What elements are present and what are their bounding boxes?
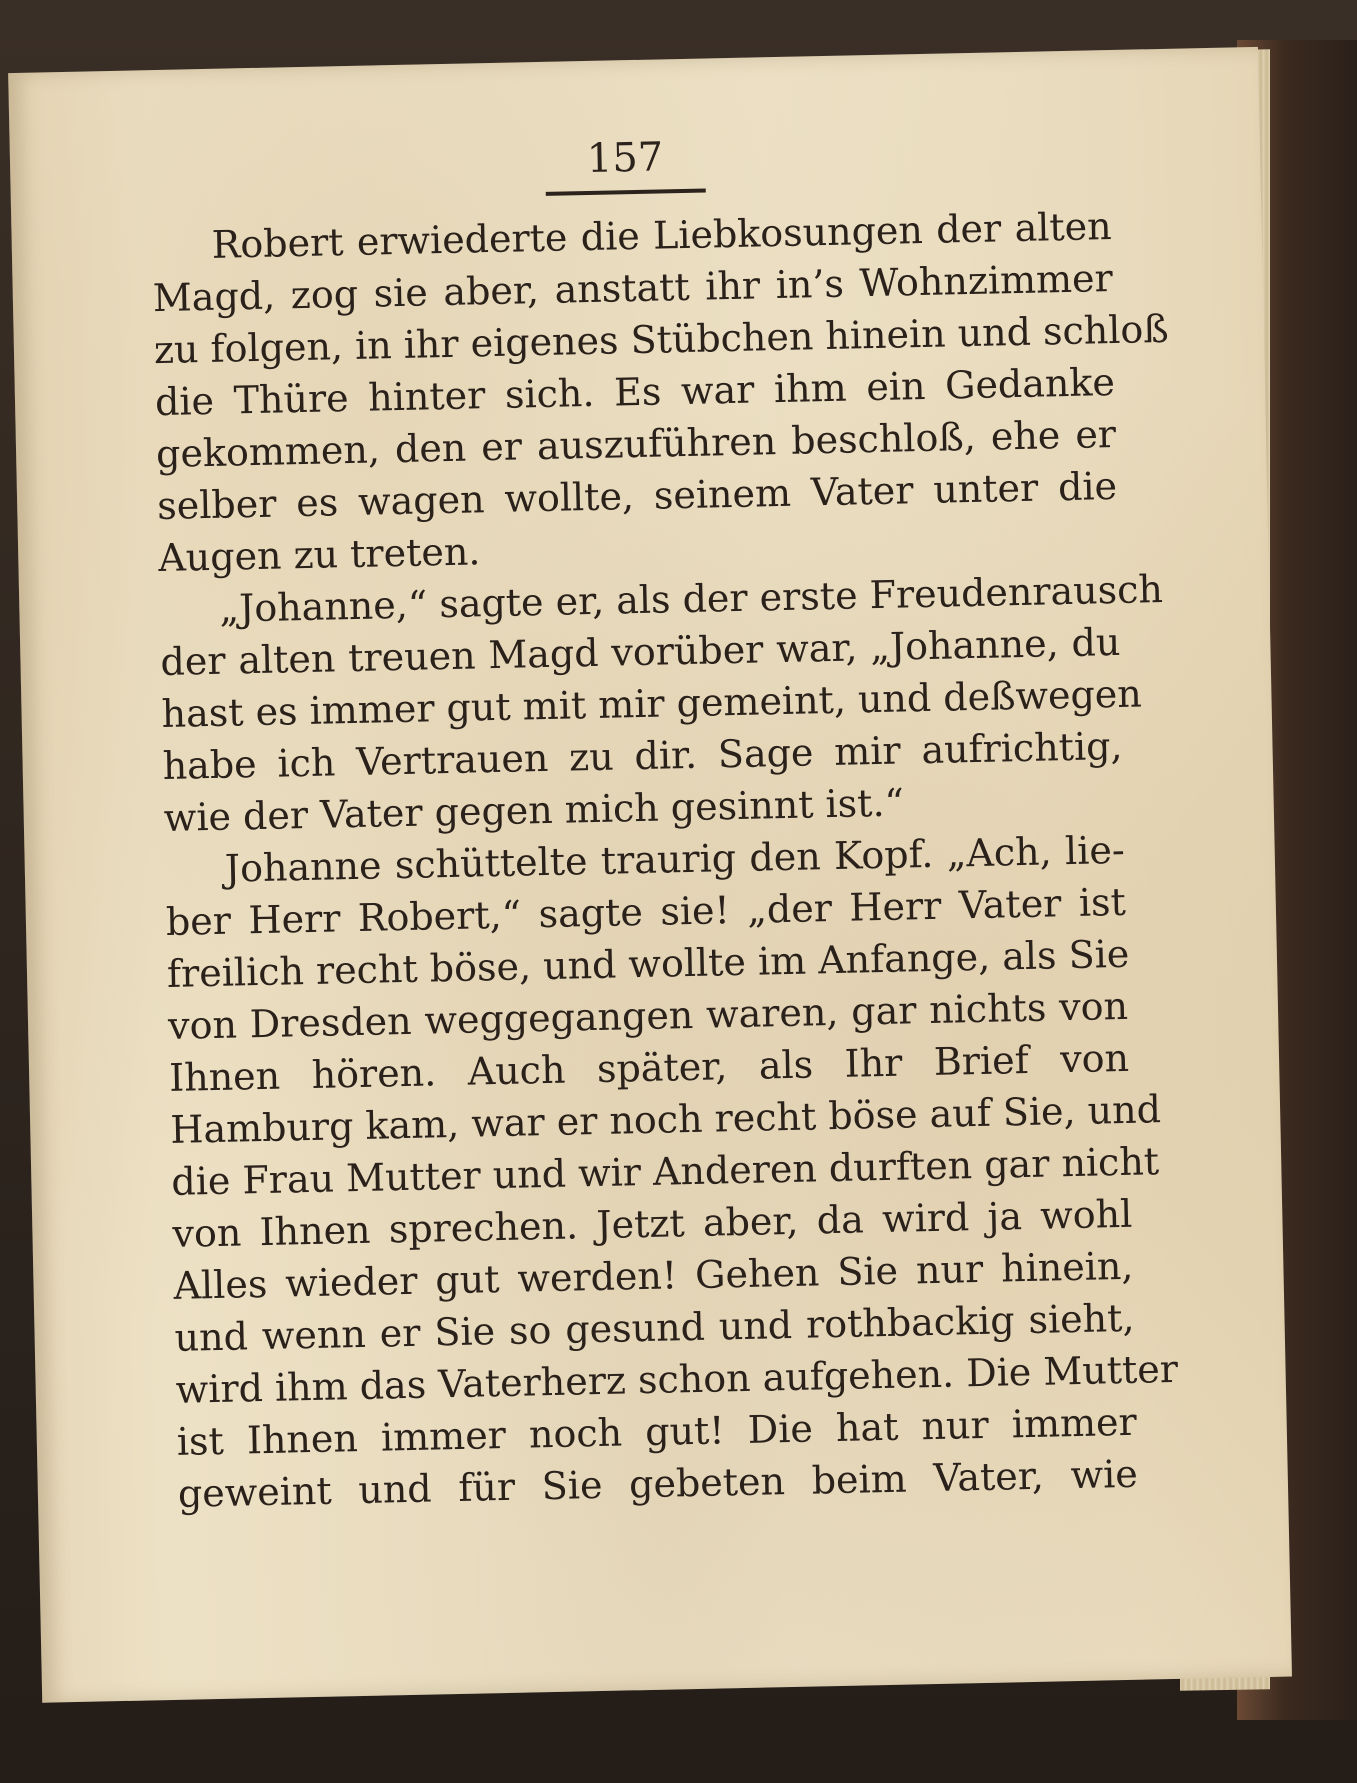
text-line: habe ich Vertrauen zu dir. Sage mir aufrichtig,: [162, 723, 1123, 788]
text-line: ist Ihnen immer noch gut! Die hat nur immer: [176, 1399, 1138, 1464]
text-line: von Ihnen sprechen. Jetzt aber, da wird ja wohl: [172, 1191, 1133, 1256]
page-number: 157: [586, 134, 664, 182]
text-line: Ihnen hören. Auch später, als Ihr Brief von: [168, 1035, 1130, 1100]
text-line: Alles wieder gut werden! Gehen Sie nur hinein,: [173, 1243, 1134, 1308]
text-line: gekommen, den er auszuführen beschloß, ehe er: [155, 411, 1117, 477]
text-line: Robert erwiederte die Liebkosungen der alten: [211, 204, 1113, 267]
text-line: die Frau Mutter und wir Anderen durften gar nicht: [170, 1139, 1160, 1204]
page-number-rule: [546, 189, 706, 196]
text-line: die Thüre hinter sich. Es war ihm ein Gedanke: [154, 359, 1116, 425]
text-line: wie der Vater gegen mich gesinnt ist.“: [163, 780, 905, 840]
text-line: Johanne schüttelte traurig den Kopf. „Ach, lie-: [224, 827, 1126, 891]
text-line: von Dresden weggegangen waren, gar nichts von: [167, 983, 1129, 1048]
text-line: zu folgen, in ihr eigenes Stübchen hinein und schloß: [153, 306, 1170, 373]
text-line: wird ihm das Vaterherz schon aufgehen. Die Mutter: [175, 1346, 1179, 1412]
text-line: geweint und für Sie gebeten beim Vater, wie: [177, 1451, 1139, 1516]
body-text: [151, 200, 1179, 1520]
text-line: selber es wagen wollte, seinem Vater unter die: [156, 463, 1118, 529]
text-line: ber Herr Robert,“ sagte sie! „der Herr Vater ist: [165, 879, 1127, 944]
text-line: „Johanne,“ sagte er, als der erste Freudenrausch: [218, 567, 1164, 631]
book-page: [8, 47, 1292, 1703]
text-line: der alten treuen Magd vorüber war, „Johanne, du: [160, 619, 1121, 685]
text-line: Magd, zog sie aber, anstatt ihr in’s Wohnzimmer: [152, 256, 1114, 321]
text-line: freilich recht böse, und wollte im Anfange, als Sie: [166, 931, 1130, 996]
text-line: Hamburg kam, war er noch recht böse auf Sie, und: [169, 1087, 1162, 1152]
text-line: Augen zu treten.: [157, 529, 481, 581]
text-line: und wenn er Sie so gesund und rothbackig sieht,: [174, 1295, 1135, 1360]
text-line: hast es immer gut mit mir gemeint, und deßwegen: [161, 671, 1143, 737]
